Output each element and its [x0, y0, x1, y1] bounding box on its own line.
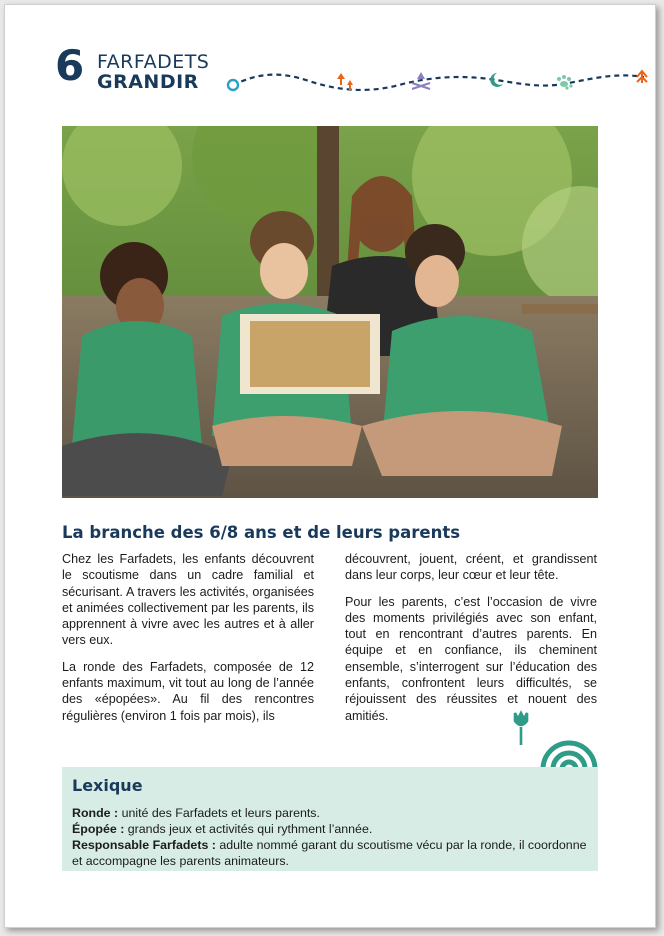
- arrow-icon: [637, 71, 647, 83]
- corner-decoration: [505, 705, 605, 769]
- paragraph: découvrent, jouent, créent, et grandissent dans leur corps, leur cœur et leur tête.: [345, 552, 597, 583]
- photo-children-reading: [62, 126, 598, 498]
- lexique-definition: adulte nommé garant du scoutisme vécu par la ronde, il coordonne et accompagne les parents animateurs.: [72, 838, 587, 868]
- lexique-term: Ronde :: [72, 806, 119, 820]
- lexique-title: Lexique: [72, 776, 143, 795]
- lexique-entry: [72, 837, 588, 869]
- paragraph: Chez les Farfadets, les enfants découvrent le scoutisme dans un cadre familial et sécurisant. A travers les activités, organisées et animées collectivement par les parents, ils apprennent à vivre avec les autres et à aller vers eux.: [62, 552, 314, 648]
- paragraph: La ronde des Farfadets, composée de 12 enfants maximum, vit tout au long de l’année des «épopées». Au fil des rencontres régulières (environ 1 fois par mois), ils: [62, 659, 314, 723]
- lexique-term: Épopée :: [72, 822, 125, 836]
- lexique-definition: grands jeux et activités qui rythment l’année.: [124, 822, 373, 836]
- lexique-entry: [72, 821, 588, 837]
- lexique-box: [62, 767, 598, 871]
- circle-icon: [228, 80, 238, 90]
- rainbow-icon: [543, 743, 595, 769]
- lexique-term: Responsable Farfadets :: [72, 838, 216, 852]
- trail-decoration: [219, 63, 649, 103]
- chapter-title-line1: FARFADETS: [97, 51, 210, 73]
- document-page: [4, 4, 656, 928]
- lexique-definition: unité des Farfadets et leurs parents.: [118, 806, 320, 820]
- chapter-title: [97, 53, 209, 93]
- chapter-number: 6: [55, 41, 85, 90]
- paragraph: Pour les parents, c’est l’occasion de vivre des moments privilégiés avec son enfant, tout en rencontrant d’autres parents. En équipe et en confiance, ils cheminent ensemble, s’interrogent sur l’éducation des enfants, confrontent leurs difficultés, se réjouissent des réussites et nouent des amitiés.: [345, 594, 597, 723]
- chapter-title-line2: GRANDIR: [97, 70, 199, 93]
- text-column-left: [62, 551, 314, 734]
- lexique-entries: [72, 805, 588, 869]
- lexique-entry: [72, 805, 588, 821]
- section-title: La branche des 6/8 ans et de leurs parents: [62, 523, 461, 542]
- tulip-icon: [515, 713, 527, 745]
